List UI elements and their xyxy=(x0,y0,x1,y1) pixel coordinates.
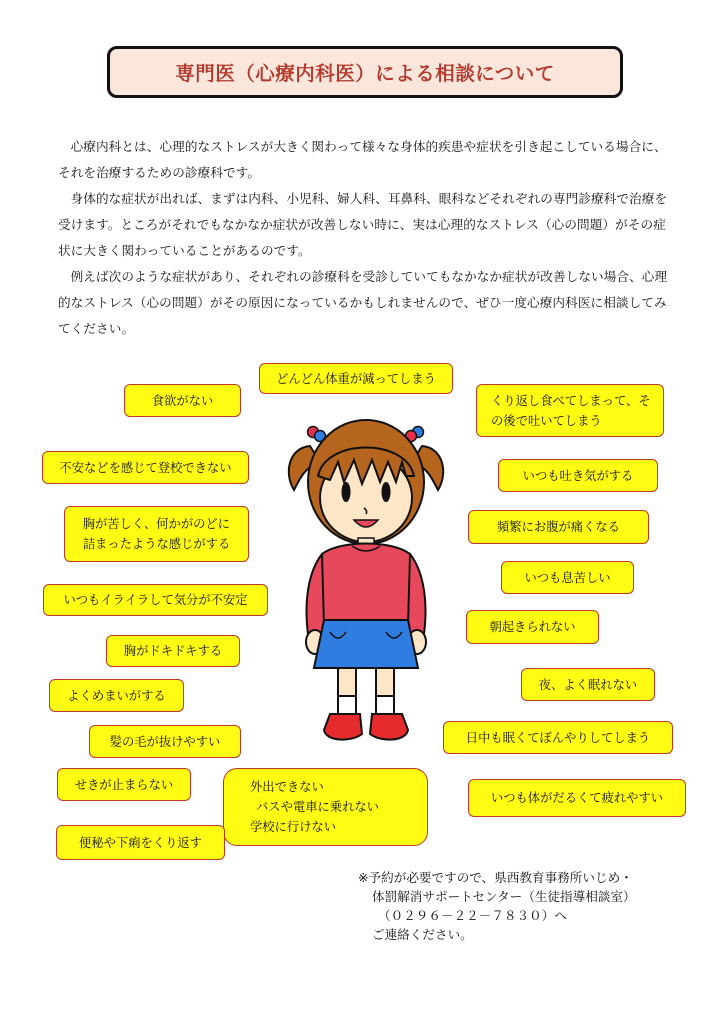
title-box xyxy=(107,46,623,98)
symptom-binge xyxy=(476,384,664,437)
contact-phone: （０２９６－２２－７８３０）へ xyxy=(378,908,567,923)
symptom-chest xyxy=(64,506,249,562)
symptom-label: 髪の毛が抜けやすい xyxy=(109,734,221,749)
symptom-label: いつも体がだるくて疲れやすい xyxy=(490,791,664,805)
symptom-label: よくめまいがする xyxy=(67,688,166,703)
intro-paragraph-2: 身体的な症状が出れば、まずは内科、小児科、婦人科、耳鼻科、眼科などそれぞれの専門診療科で治療を受けます。ところがそれでもなかなか症状が改善しない時に、実は心理的なストレス（心の問題）がその症状に大きく関わっていることがあるのです。 xyxy=(58,191,668,258)
symptom-irritable xyxy=(43,584,268,616)
girl-illustration xyxy=(282,412,450,748)
symptom-label: 頻繁にお腹が痛くなる xyxy=(497,520,620,534)
symptom-label: 不安などを感じて登校できない xyxy=(59,460,232,475)
contact-note-line2: 体罰解消サポートセンター（生徒指導相談室） xyxy=(372,889,636,904)
symptom-tired xyxy=(468,779,686,817)
contact-note-line1: ※予約が必要ですので、県西教育事務所いじめ・ xyxy=(358,870,633,885)
symptom-label: せきが止まらない xyxy=(74,777,174,792)
symptom-dizzy xyxy=(49,679,184,712)
page-title: 専門医（心療内科医）による相談について xyxy=(175,62,555,85)
symptom-label: 便秘や下痢をくり返す xyxy=(79,835,202,850)
symptom-label: 食欲がない xyxy=(151,393,214,408)
symptom-label: いつも吐き気がする xyxy=(522,468,634,483)
symptom-morning xyxy=(466,610,599,644)
symptom-label-line2: の後で吐いてしまう xyxy=(491,413,602,428)
symptom-cough xyxy=(57,768,191,801)
symptom-weight xyxy=(259,363,453,394)
intro-paragraph-1: 心療内科とは、心理的なストレスが大きく関わって様々な身体的疾患や症状を引き起こしている場合に、それを治療するための診療科です。 xyxy=(58,139,667,180)
contact-note xyxy=(358,868,698,944)
symptom-label: 夜、よく眠れない xyxy=(538,677,638,692)
intro-paragraph-3: 例えば次のような症状があり、それぞれの診療科を受診していてもなかなか症状が改善しない場合、心理的なストレス（心の問題）がその原因になっているかもしれませんので、ぜひ一度心療内科医に相談してみてください。 xyxy=(58,269,668,336)
symptom-nausea xyxy=(498,459,658,492)
symptom-label: いつもイライラして気分が不安定 xyxy=(63,593,248,607)
symptom-label: 朝起きられない xyxy=(489,620,576,634)
symptom-label-line1: 外出できない xyxy=(250,780,324,794)
symptom-label-line2: 詰まったような感じがする xyxy=(82,537,231,551)
symptom-school-anxiety xyxy=(42,451,249,484)
symptom-label-line1: くり返し食べてしまって、そ xyxy=(491,393,651,408)
symptom-breath xyxy=(501,561,634,594)
symptom-appetite xyxy=(124,384,241,417)
symptom-label-line2: バスや電車に乗れない xyxy=(256,800,379,814)
symptom-palpitation xyxy=(106,635,240,667)
symptom-label: 日中も眠くてぼんやりしてしまう xyxy=(465,730,651,745)
symptom-outing xyxy=(223,768,428,846)
symptom-night xyxy=(521,668,655,701)
symptom-label-line3: 学校に行けない xyxy=(250,820,337,834)
symptom-constipation xyxy=(56,825,225,860)
symptom-daytime xyxy=(443,721,673,754)
symptom-label: いつも息苦しい xyxy=(524,570,611,585)
intro-text xyxy=(58,134,678,342)
symptom-label: 胸がドキドキする xyxy=(123,644,223,658)
contact-note-line4: ご連絡ください。 xyxy=(372,927,473,942)
symptom-label-line1: 胸が苦しく、何かがのどに xyxy=(82,517,231,531)
symptom-label: どんどん体重が減ってしまう xyxy=(276,371,436,386)
symptom-hair xyxy=(89,725,241,758)
symptom-stomach xyxy=(468,510,649,544)
